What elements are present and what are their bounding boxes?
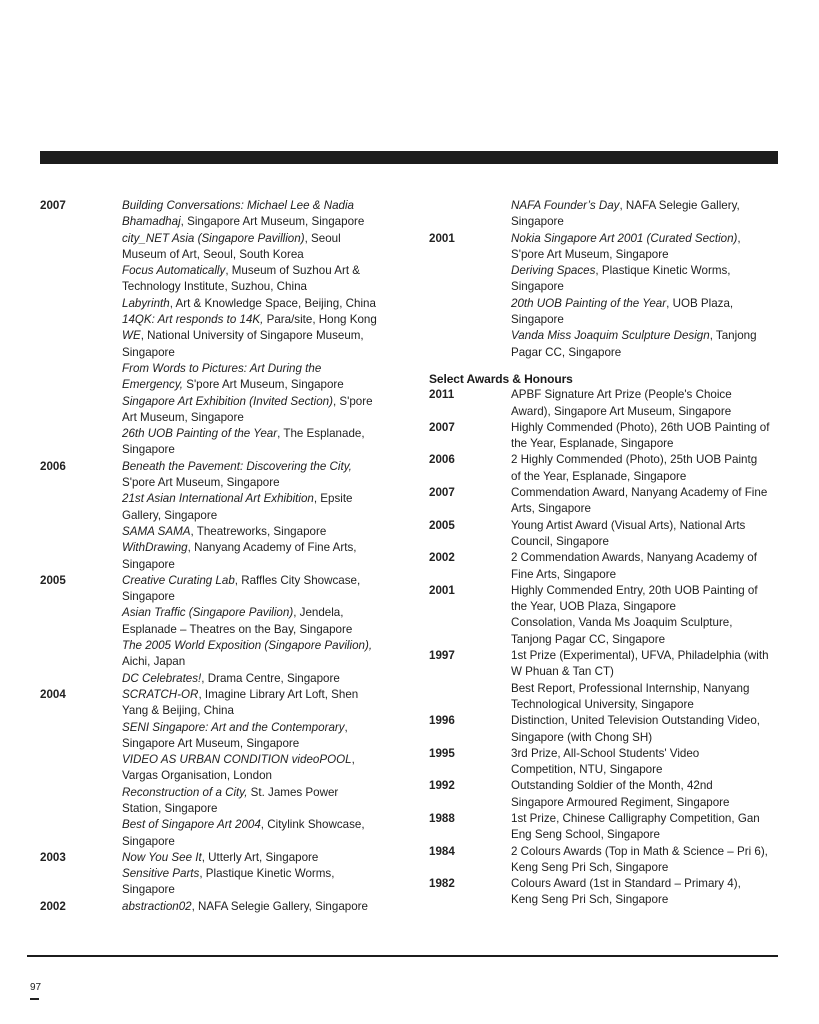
entry-detail: , xyxy=(351,753,355,767)
award-entry xyxy=(429,452,781,485)
entry-detail: , UOB Plaza, xyxy=(666,296,734,310)
entry-detail: , Nanyang Academy of Fine Arts, xyxy=(187,541,357,555)
exhibition-title: Singapore Art Exhibition (Invited Section) xyxy=(122,394,333,408)
entry-detail: W Phuan & Tan CT) xyxy=(511,665,614,679)
entry-line xyxy=(122,654,390,670)
entry-line xyxy=(122,622,390,638)
entry-text xyxy=(511,485,781,518)
exhibition-title: DC Celebrates! xyxy=(122,671,202,685)
entry-line xyxy=(511,198,781,214)
entry-year: 2001 xyxy=(429,583,455,597)
entry-line xyxy=(511,811,781,827)
exhibition-title: Best of Singapore Art 2004 xyxy=(122,818,261,832)
entry-detail: APBF Signature Art Prize (People's Choice xyxy=(511,388,732,402)
entry-line xyxy=(511,550,781,566)
entry-line xyxy=(511,452,781,468)
exhibition-title: Labyrinth xyxy=(122,296,170,310)
entry-year: 2006 xyxy=(40,459,66,473)
entry-detail: , Drama Centre, Singapore xyxy=(201,671,340,685)
exhibition-entry xyxy=(40,459,390,573)
entry-line xyxy=(122,198,390,214)
entry-year: 2007 xyxy=(40,199,66,212)
exhibition-title: The 2005 World Exposition (Singapore Pavilion), xyxy=(122,639,373,653)
entry-detail: Highly Commended Entry, 20th UOB Painting of xyxy=(511,583,758,597)
award-entry xyxy=(429,648,781,713)
exhibition-title: Vanda Miss Joaquim Sculpture Design xyxy=(511,329,710,343)
award-entry xyxy=(429,583,781,648)
entry-line xyxy=(511,876,781,892)
entry-detail: Singapore xyxy=(122,834,175,848)
entry-detail: Singapore xyxy=(122,590,175,604)
entry-line xyxy=(122,882,390,898)
entry-detail: Fine Arts, Singapore xyxy=(511,567,617,581)
entry-text xyxy=(511,452,781,485)
entry-detail: S'pore Art Museum, Singapore xyxy=(122,476,280,490)
entry-detail: of the Year, Esplanade, Singapore xyxy=(511,469,687,483)
entry-detail: Competition, NTU, Singapore xyxy=(511,763,663,777)
entry-line xyxy=(511,583,781,599)
entry-detail: Highly Commended (Photo), 26th UOB Painting of xyxy=(511,420,770,434)
exhibition-title: Asian Traffic (Singapore Pavilion) xyxy=(122,606,294,620)
entry-line xyxy=(122,214,390,230)
award-entry xyxy=(429,876,781,909)
entry-detail: Station, Singapore xyxy=(122,801,218,815)
exhibition-title: SAMA SAMA xyxy=(122,524,191,538)
entry-line xyxy=(511,599,781,615)
entry-line xyxy=(122,410,390,426)
entry-detail: Museum of Art, Seoul, South Korea xyxy=(122,247,304,261)
entry-line xyxy=(511,296,781,312)
entry-detail: Yang & Beijing, China xyxy=(122,704,234,718)
entry-line xyxy=(122,671,390,687)
entry-line xyxy=(122,638,390,654)
awards-heading: Select Awards & Honours xyxy=(429,371,573,386)
entry-line xyxy=(122,247,390,263)
award-entry xyxy=(429,518,781,551)
exhibition-title: 14QK: Art responds to 14K, xyxy=(122,313,264,327)
entry-text xyxy=(122,573,390,687)
entry-year: 2001 xyxy=(429,231,455,245)
exhibitions-list-continued xyxy=(429,198,781,361)
entry-detail: 2 Colours Awards (Top in Math & Science – Pri 6), xyxy=(511,844,768,858)
entry-line xyxy=(122,524,390,540)
entry-detail: , Tanjong xyxy=(709,329,757,343)
entry-text xyxy=(511,583,781,648)
entry-detail: , NAFA Selegie Gallery, Singapore xyxy=(191,899,368,913)
entry-detail: Award), Singapore Art Museum, Singapore xyxy=(511,404,732,418)
exhibition-title: Building Conversations: Michael Lee & Nadia xyxy=(122,199,355,212)
entry-line xyxy=(511,762,781,778)
entry-detail: Technology Institute, Suzhou, China xyxy=(122,280,307,294)
entry-detail: , xyxy=(344,720,348,734)
entry-text xyxy=(511,876,781,909)
entry-year: 2003 xyxy=(40,850,66,864)
entry-detail: S'pore Art Museum, Singapore xyxy=(511,247,669,261)
entry-line xyxy=(511,892,781,908)
entry-detail: Outstanding Soldier of the Month, 42nd xyxy=(511,779,713,793)
entry-line xyxy=(122,361,390,377)
entry-year: 2011 xyxy=(429,388,455,402)
entry-detail: Vargas Organisation, London xyxy=(122,769,272,783)
entry-line xyxy=(122,377,390,393)
entry-detail: Eng Seng School, Singapore xyxy=(511,828,660,842)
entry-line xyxy=(511,795,781,811)
entry-line xyxy=(122,801,390,817)
entry-line xyxy=(122,312,390,328)
entry-year: 2004 xyxy=(40,687,66,701)
entry-detail: Tanjong Pagar CC, Singapore xyxy=(511,632,666,646)
entry-detail: 2 Highly Commended (Photo), 25th UOB Paintg xyxy=(511,453,758,467)
page-number: 97 xyxy=(30,982,42,993)
entry-line xyxy=(511,827,781,843)
entry-text xyxy=(122,198,390,459)
entry-detail: 1st Prize, Chinese Calligraphy Competition, Gan xyxy=(511,811,760,825)
entry-line xyxy=(122,850,390,866)
exhibition-title: 21st Asian International Art Exhibition xyxy=(122,492,314,506)
entry-detail: Singapore xyxy=(122,443,175,457)
entry-detail: Commendation Award, Nanyang Academy of Fine xyxy=(511,486,768,500)
entry-detail: Singapore Art Museum, Singapore xyxy=(122,736,300,750)
exhibition-title: VIDEO AS URBAN CONDITION videoPOOL xyxy=(122,753,352,767)
exhibition-entry xyxy=(40,198,390,459)
entry-detail: , Jendela, xyxy=(293,606,344,620)
exhibition-title: city_NET Asia (Singapore Pavillion) xyxy=(122,231,305,245)
entry-line xyxy=(122,426,390,442)
entry-line xyxy=(122,345,390,361)
entry-line xyxy=(122,394,390,410)
entry-detail: Para/site, Hong Kong xyxy=(263,313,377,327)
exhibition-title: Deriving Spaces xyxy=(511,264,596,278)
entry-line xyxy=(122,785,390,801)
entry-line xyxy=(511,387,781,403)
entry-year: 2005 xyxy=(429,518,455,532)
entry-text xyxy=(511,198,781,231)
exhibition-title: Emergency, xyxy=(122,378,183,392)
entry-text xyxy=(122,899,390,915)
entry-text xyxy=(122,459,390,573)
entry-detail: Pagar CC, Singapore xyxy=(511,345,622,359)
entry-detail: , Plastique Kinetic Worms, xyxy=(199,867,335,881)
entry-year: 1997 xyxy=(429,649,455,663)
entry-detail: Singapore xyxy=(122,345,175,359)
entry-detail: Colours Award (1st in Standard – Primary 4), xyxy=(511,877,741,891)
entry-year: 2005 xyxy=(40,573,66,587)
entry-text xyxy=(511,844,781,877)
entry-detail: Arts, Singapore xyxy=(511,502,591,516)
entry-detail: , Epsite xyxy=(313,492,353,506)
entry-line xyxy=(122,475,390,491)
entry-detail: Consolation, Vanda Ms Joaquim Sculpture, xyxy=(511,616,733,630)
exhibition-title: Creative Curating Lab xyxy=(122,573,235,587)
entry-text xyxy=(511,387,781,420)
footer-rule xyxy=(27,955,778,957)
entry-detail: , Utterly Art, Singapore xyxy=(201,850,319,864)
award-entry xyxy=(429,746,781,779)
entry-detail: , Seoul xyxy=(304,231,341,245)
entry-year: 2007 xyxy=(429,486,455,500)
entry-detail: Council, Singapore xyxy=(511,534,609,548)
entry-line xyxy=(511,328,781,344)
entry-detail: the Year, UOB Plaza, Singapore xyxy=(511,600,677,614)
entry-detail: 1st Prize (Experimental), UFVA, Philadelphia (with xyxy=(511,649,769,663)
entry-detail: Young Artist Award (Visual Arts), National Arts xyxy=(511,518,746,532)
entry-detail: Keng Seng Pri Sch, Singapore xyxy=(511,860,669,874)
exhibitions-column-left xyxy=(40,198,390,915)
entry-year: 1995 xyxy=(429,746,455,760)
entry-detail: Gallery, Singapore xyxy=(122,508,218,522)
exhibition-title: Bhamadhaj xyxy=(122,215,181,229)
exhibition-entry xyxy=(40,573,390,687)
award-entry xyxy=(429,811,781,844)
exhibition-title: Beneath the Pavement: Discovering the City, xyxy=(122,459,352,473)
award-entry xyxy=(429,713,781,746)
exhibition-title: Focus Automatically xyxy=(122,264,226,278)
entry-detail: , NAFA Selegie Gallery, xyxy=(619,199,740,212)
entry-line xyxy=(511,844,781,860)
entry-line xyxy=(511,214,781,230)
entry-detail: Art Museum, Singapore xyxy=(122,410,244,424)
entry-year: 1996 xyxy=(429,714,455,728)
award-entry xyxy=(429,420,781,453)
entry-detail: Singapore xyxy=(511,215,564,229)
entry-line xyxy=(511,534,781,550)
entry-line xyxy=(511,567,781,583)
entry-text xyxy=(511,648,781,713)
entry-text xyxy=(511,713,781,746)
exhibition-title: Now You See It xyxy=(122,850,202,864)
entry-line xyxy=(511,420,781,436)
entry-year: 2002 xyxy=(429,551,455,565)
entry-line xyxy=(122,540,390,556)
award-entry xyxy=(429,550,781,583)
entry-text xyxy=(511,518,781,551)
entry-year: 1988 xyxy=(429,811,455,825)
entry-detail: Singapore xyxy=(511,313,564,327)
entry-line xyxy=(122,687,390,703)
entry-detail: Aichi, Japan xyxy=(122,655,186,669)
entry-line xyxy=(122,817,390,833)
entry-detail: the Year, Esplanade, Singapore xyxy=(511,437,674,451)
entry-text xyxy=(511,746,781,779)
entry-detail: St. James Power xyxy=(247,785,339,799)
entry-detail: Technological University, Singapore xyxy=(511,697,694,711)
entry-line xyxy=(122,296,390,312)
entry-detail: S'pore Art Museum, Singapore xyxy=(183,378,344,392)
entry-detail: 2 Commendation Awards, Nanyang Academy of xyxy=(511,551,757,565)
entry-detail: Singapore (with Chong SH) xyxy=(511,730,653,744)
entry-line xyxy=(511,713,781,729)
entry-line xyxy=(122,557,390,573)
entry-line xyxy=(511,697,781,713)
entry-line xyxy=(511,263,781,279)
award-entry xyxy=(429,485,781,518)
entry-line xyxy=(511,778,781,794)
entry-detail: Singapore xyxy=(122,557,175,571)
entry-line xyxy=(122,866,390,882)
entry-detail: Singapore xyxy=(122,883,175,897)
exhibition-title: SENI Singapore: Art and the Contemporary xyxy=(122,720,345,734)
entry-line xyxy=(122,279,390,295)
exhibition-title: 20th UOB Painting of the Year xyxy=(511,296,667,310)
award-entry xyxy=(429,778,781,811)
entry-line xyxy=(511,501,781,517)
entry-line xyxy=(122,491,390,507)
entry-text xyxy=(122,850,390,899)
entry-line xyxy=(511,312,781,328)
entry-line xyxy=(511,404,781,420)
entry-line xyxy=(511,615,781,631)
entry-detail: , Theatreworks, Singapore xyxy=(190,524,327,538)
entry-line xyxy=(511,345,781,361)
entry-year: 2006 xyxy=(429,453,455,467)
entry-line xyxy=(122,834,390,850)
entry-year xyxy=(429,198,511,231)
entry-line xyxy=(511,860,781,876)
entry-text xyxy=(511,778,781,811)
entry-line xyxy=(122,459,390,475)
entry-line xyxy=(122,573,390,589)
entry-text xyxy=(511,811,781,844)
entry-line xyxy=(511,648,781,664)
entry-line xyxy=(122,508,390,524)
entry-line xyxy=(122,899,390,915)
header-bar xyxy=(40,151,778,164)
exhibition-title: abstraction02 xyxy=(122,899,192,913)
entry-line xyxy=(511,231,781,247)
entry-year: 2002 xyxy=(40,899,66,913)
exhibition-title: Reconstruction of a City, xyxy=(122,785,248,799)
entry-line xyxy=(122,589,390,605)
entry-detail: Keng Seng Pri Sch, Singapore xyxy=(511,893,669,907)
entry-line xyxy=(511,279,781,295)
exhibitions-column-right xyxy=(429,198,781,909)
entry-line xyxy=(122,703,390,719)
entry-line xyxy=(511,632,781,648)
award-entry xyxy=(429,387,781,420)
entry-year: 1982 xyxy=(429,877,455,891)
entry-detail: Esplanade – Theatres on the Bay, Singapore xyxy=(122,622,353,636)
entry-detail: Best Report, Professional Internship, Nanyang xyxy=(511,681,750,695)
exhibition-title: Sensitive Parts xyxy=(122,867,200,881)
exhibition-title: WE xyxy=(122,329,141,343)
entry-detail: , Imagine Library Art Loft, Shen xyxy=(198,687,359,701)
entry-line xyxy=(511,436,781,452)
entry-line xyxy=(511,730,781,746)
exhibition-entry xyxy=(429,231,781,361)
entry-detail: , Singapore Art Museum, Singapore xyxy=(180,215,365,229)
exhibition-title: From Words to Pictures: Art During the xyxy=(122,361,322,375)
exhibition-entry xyxy=(40,850,390,899)
exhibition-title: Nokia Singapore Art 2001 (Curated Section) xyxy=(511,231,738,245)
entry-line xyxy=(511,469,781,485)
entry-line xyxy=(122,752,390,768)
entry-year: 1992 xyxy=(429,779,455,793)
entry-detail: Distinction, United Television Outstanding Video, xyxy=(511,714,760,728)
exhibition-title: 26th UOB Painting of the Year xyxy=(122,427,278,441)
entry-line xyxy=(511,247,781,263)
entry-line xyxy=(122,231,390,247)
award-entry xyxy=(429,844,781,877)
entry-line xyxy=(122,720,390,736)
entry-line xyxy=(122,442,390,458)
entry-detail: 3rd Prize, All-School Students' Video xyxy=(511,746,700,760)
entry-detail: , Museum of Suzhou Art & xyxy=(225,264,360,278)
entry-text xyxy=(511,231,781,361)
entry-line xyxy=(511,664,781,680)
entry-line xyxy=(122,736,390,752)
entry-detail: , S'pore xyxy=(332,394,373,408)
exhibition-entry xyxy=(429,198,781,231)
exhibition-title: SCRATCH-OR xyxy=(122,687,199,701)
exhibition-entry xyxy=(40,899,390,915)
entry-year: 1984 xyxy=(429,844,455,858)
entry-line xyxy=(122,605,390,621)
entry-detail: , Plastique Kinetic Worms, xyxy=(595,264,731,278)
entry-text xyxy=(511,550,781,583)
entry-detail: , Citylink Showcase, xyxy=(260,818,365,832)
awards-list xyxy=(429,387,781,909)
entry-detail: , Raffles City Showcase, xyxy=(234,573,361,587)
entry-line xyxy=(122,328,390,344)
entry-detail: , National University of Singapore Museum, xyxy=(140,329,364,343)
entry-line xyxy=(511,485,781,501)
entry-line xyxy=(511,681,781,697)
entry-line xyxy=(122,263,390,279)
entry-line xyxy=(511,746,781,762)
exhibition-title: NAFA Founder’s Day xyxy=(511,199,620,212)
entry-text xyxy=(122,687,390,850)
entry-line xyxy=(511,518,781,534)
entry-detail: , The Esplanade, xyxy=(277,427,365,441)
entry-detail: , xyxy=(737,231,741,245)
exhibition-entry xyxy=(40,687,390,850)
entry-detail: Singapore xyxy=(511,280,564,294)
page-number-mark xyxy=(30,998,39,1000)
entry-detail: Singapore Armoured Regiment, Singapore xyxy=(511,795,730,809)
entry-detail: , Art & Knowledge Space, Beijing, China xyxy=(169,296,376,310)
exhibition-title: WithDrawing xyxy=(122,541,188,555)
entry-year: 2007 xyxy=(429,420,455,434)
entry-text xyxy=(511,420,781,453)
entry-line xyxy=(122,768,390,784)
